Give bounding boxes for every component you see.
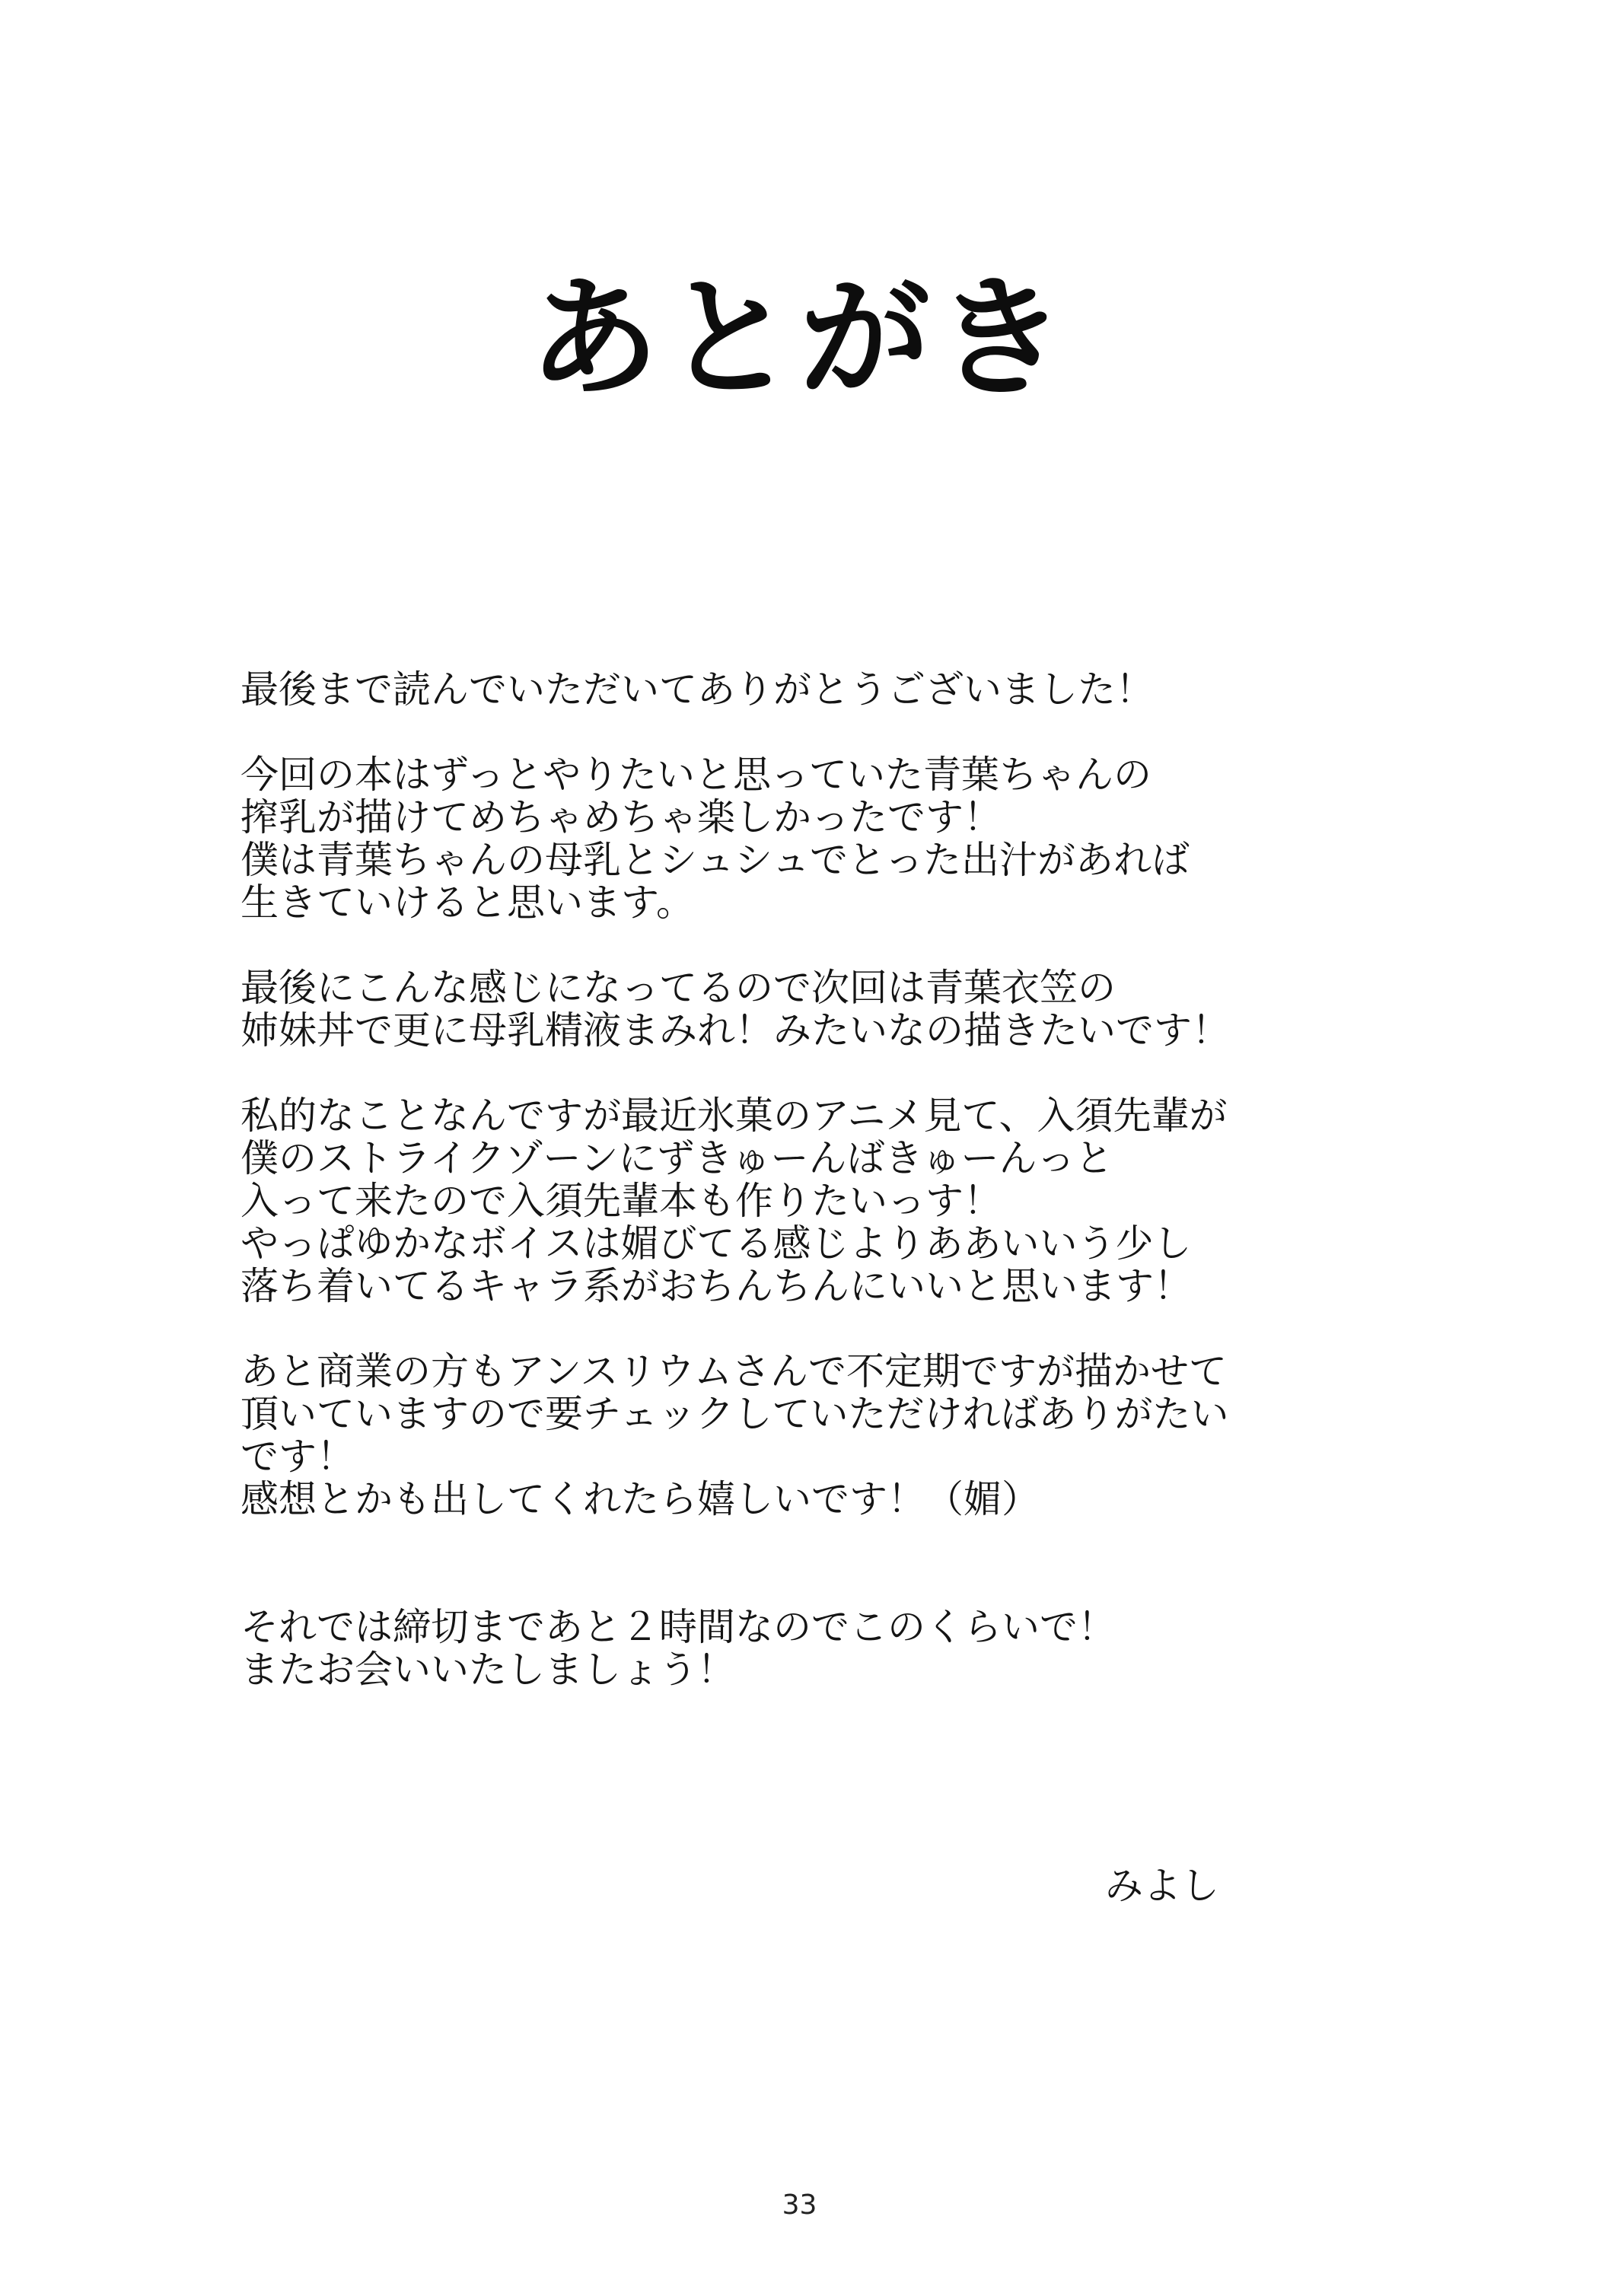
text-line: 姉妹丼で更に母乳精液まみれ！みたいなの描きたいです！: [240, 1008, 1230, 1052]
paragraph-closing: [240, 1606, 1413, 1691]
text-line: 最後にこんな感じになってるので次回は青葉衣笠の: [240, 966, 1116, 1010]
text-line: です！: [240, 1435, 355, 1479]
paragraph-thanks: [240, 668, 1413, 711]
paragraph-this-book: [240, 753, 1413, 924]
text-line: 搾乳が描けてめちゃめちゃ楽しかったです！: [240, 795, 1002, 839]
text-line: 最後まで読んでいただいてありがとうございました！: [240, 667, 1154, 712]
text-line: 私的なことなんですが最近氷菓のアニメ見て、入須先輩が: [240, 1094, 1228, 1138]
text-line: それでは締切まであと２時間なのでこのくらいで！: [240, 1605, 1116, 1649]
text-line: やっぱゆかなボイスは媚びてる感じよりああいいう少し: [240, 1221, 1192, 1266]
paragraph-commercial: [240, 1350, 1413, 1521]
page-title: あとがき: [528, 262, 1071, 415]
page-number: 33: [782, 2189, 817, 2221]
text-line: 僕は青葉ちゃんの母乳とシュシュでとった出汁があれば: [240, 838, 1190, 882]
text-line: あと商業の方もアンスリウムさんで不定期ですが描かせて: [240, 1349, 1227, 1393]
text-line: 頂いていますので要チェックしていただければありがたい: [240, 1392, 1229, 1436]
paragraph-personal: [240, 1094, 1413, 1307]
text-line: 感想とかも出してくれたら嬉しいです！（媚）: [240, 1477, 1040, 1521]
text-line: 僕のストライクゾーンにずきゅーんばきゅーんっと: [240, 1136, 1113, 1180]
author-signature: みよし: [1105, 1864, 1219, 1908]
text-line: 生きていけると思います。: [240, 881, 694, 925]
text-line: 入って来たので入須先輩本も作りたいっす！: [240, 1179, 1002, 1223]
paragraph-next-time: [240, 966, 1413, 1052]
afterword-body: [240, 668, 1413, 1734]
text-line: またお会いいたしましょう！: [240, 1648, 735, 1692]
text-line: 落ち着いてるキャラ系がおちんちんにいいと思います！: [240, 1264, 1192, 1308]
text-line: 今回の本はずっとやりたいと思っていた青葉ちゃんの: [240, 753, 1151, 797]
